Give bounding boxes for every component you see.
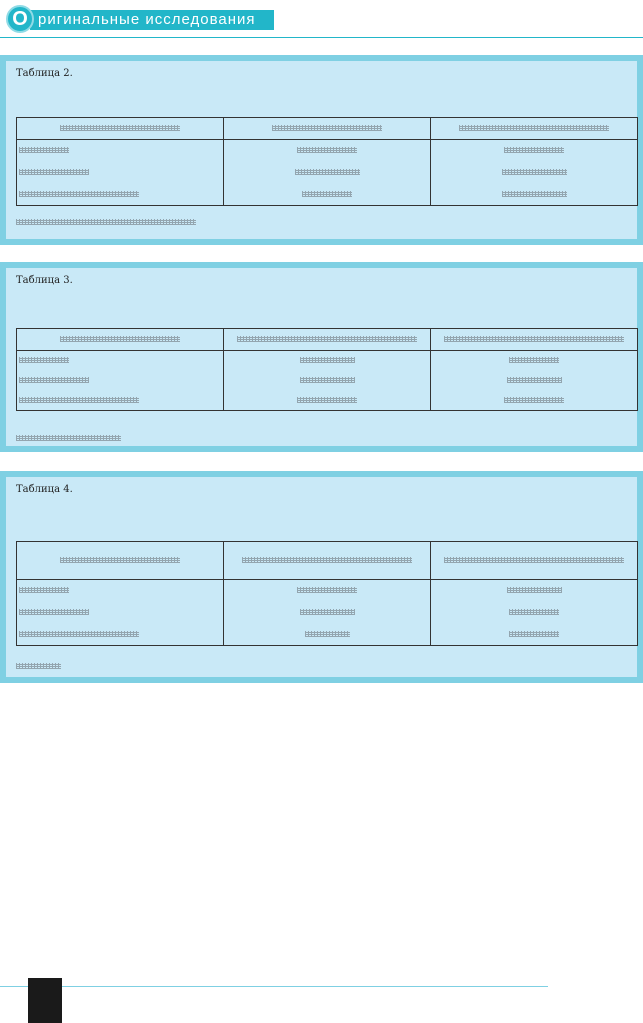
table-cell bbox=[224, 371, 431, 391]
column-header bbox=[17, 118, 224, 140]
caption-line bbox=[16, 498, 84, 509]
table-panel-4 bbox=[0, 471, 643, 683]
table-cell bbox=[431, 184, 638, 206]
column-header bbox=[224, 329, 431, 351]
data-table bbox=[16, 117, 638, 206]
caption-line bbox=[16, 512, 84, 523]
table-panel-3 bbox=[0, 262, 643, 452]
page-header bbox=[0, 0, 643, 40]
table-cell bbox=[17, 140, 224, 162]
table-cell bbox=[224, 624, 431, 646]
table-cell bbox=[431, 624, 638, 646]
table-cell bbox=[224, 351, 431, 371]
table-label: Таблица 2. bbox=[16, 68, 73, 79]
table-cell bbox=[17, 162, 224, 184]
table-caption bbox=[16, 67, 627, 95]
section-title: ригинальные исследования bbox=[38, 11, 256, 28]
table-note bbox=[16, 433, 121, 443]
table-cell bbox=[224, 184, 431, 206]
table-cell bbox=[431, 391, 638, 411]
table-cell bbox=[17, 602, 224, 624]
table-cell bbox=[431, 371, 638, 391]
table-cell bbox=[17, 624, 224, 646]
table-cell bbox=[224, 162, 431, 184]
column-header bbox=[224, 542, 431, 580]
table-cell bbox=[17, 184, 224, 206]
table-cell bbox=[431, 351, 638, 371]
table-cell bbox=[224, 602, 431, 624]
caption-line bbox=[16, 303, 84, 314]
header-rule bbox=[0, 37, 643, 38]
table-cell bbox=[17, 391, 224, 411]
data-table bbox=[16, 541, 638, 646]
table-cell bbox=[17, 580, 224, 602]
column-header bbox=[431, 329, 638, 351]
table-label: Таблица 3. bbox=[16, 275, 73, 286]
table-label: Таблица 4. bbox=[16, 484, 73, 495]
table-note bbox=[16, 661, 61, 671]
table-caption bbox=[16, 274, 627, 316]
section-initial-badge bbox=[6, 5, 34, 33]
caption-line bbox=[16, 82, 84, 93]
table-cell bbox=[431, 140, 638, 162]
table-caption bbox=[16, 483, 627, 525]
table-note bbox=[16, 217, 196, 227]
table-cell bbox=[17, 371, 224, 391]
data-table bbox=[16, 328, 638, 411]
section-initial: О bbox=[12, 7, 28, 30]
table-panel-2 bbox=[0, 55, 643, 245]
footer-block bbox=[28, 978, 62, 1023]
table-cell bbox=[431, 580, 638, 602]
table-cell bbox=[17, 351, 224, 371]
footer-rule bbox=[0, 986, 548, 987]
column-header bbox=[431, 118, 638, 140]
column-header bbox=[17, 329, 224, 351]
table-cell bbox=[431, 602, 638, 624]
table-cell bbox=[431, 162, 638, 184]
table-cell bbox=[224, 580, 431, 602]
caption-line bbox=[16, 289, 84, 300]
column-header bbox=[431, 542, 638, 580]
table-cell bbox=[224, 391, 431, 411]
column-header bbox=[224, 118, 431, 140]
column-header bbox=[17, 542, 224, 580]
section-title-band bbox=[30, 10, 274, 30]
table-cell bbox=[224, 140, 431, 162]
